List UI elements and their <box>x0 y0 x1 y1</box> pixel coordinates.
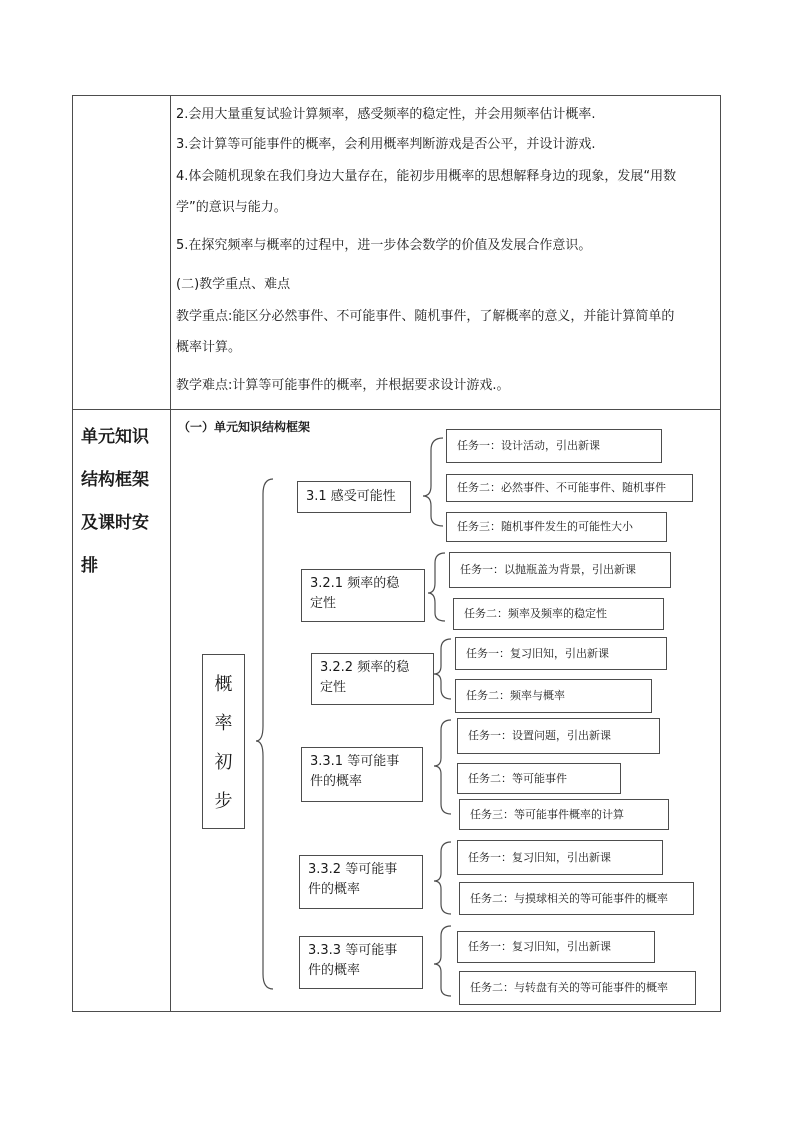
lesson-plan-table <box>72 95 721 1012</box>
lesson-title: 定性 <box>310 596 337 611</box>
objective-4-line2: 学”的意识与能力。 <box>176 200 287 215</box>
task-box: 任务一：复习旧知，引出新课 <box>457 840 663 875</box>
task-box: 任务一：设计活动，引出新课 <box>446 429 662 463</box>
lesson-title: 3.2.1 频率的稳 <box>310 576 400 591</box>
lesson-title: 3.3.3 等可能事 <box>308 943 398 958</box>
task-box: 任务一：以抛瓶盖为背景，引出新课 <box>449 552 671 588</box>
objective-4-line1: 4.体会随机现象在我们身边大量存在，能初步用概率的思想解释身边的现象，发展“用数 <box>176 169 677 184</box>
title-line: 及课时安 <box>81 513 149 533</box>
task-box: 任务一：设置问题，引出新课 <box>457 718 660 754</box>
root-char: 概 <box>214 673 233 695</box>
title-line: 结构框架 <box>81 470 149 490</box>
root-topic-box <box>202 654 245 829</box>
teaching-difficulty: 教学难点:计算等可能事件的概率，并根据要求设计游戏.。 <box>176 378 510 393</box>
task-box: 任务二：等可能事件 <box>457 763 621 794</box>
lesson-title: 3.3.2 等可能事 <box>308 862 398 877</box>
task-box: 任务三：等可能事件概率的计算 <box>459 799 669 830</box>
lesson-title: 3.1 感受可能性 <box>306 489 396 504</box>
teaching-focus-line2: 概率计算。 <box>176 340 242 355</box>
objective-5: 5.在探究频率与概率的过程中，进一步体会数学的价值及发展合作意识。 <box>176 238 592 253</box>
task-box: 任务一：复习旧知，引出新课 <box>455 637 667 670</box>
lesson-3-3-2-box <box>299 855 423 909</box>
objective-2: 2.会用大量重复试验计算频率，感受频率的稳定性，并会用频率估计概率. <box>176 107 596 122</box>
key-points-heading: (二)教学重点、难点 <box>176 277 291 292</box>
lesson-title: 3.3.1 等可能事 <box>310 754 400 769</box>
teaching-focus-line1: 教学重点:能区分必然事件、不可能事件、随机事件，了解概率的意义，并能计算简单的 <box>176 309 675 324</box>
lesson-title: 件的概率 <box>308 882 361 897</box>
lesson-title: 3.2.2 频率的稳 <box>320 660 410 675</box>
task-box: 任务二：频率与概率 <box>455 679 652 713</box>
lesson-title: 定性 <box>320 680 347 695</box>
task-box: 任务一：复习旧知，引出新课 <box>457 931 655 963</box>
framework-heading: （一）单元知识结构框架 <box>178 420 311 434</box>
lesson-3-2-2-box <box>311 653 434 705</box>
title-line: 单元知识 <box>81 427 149 447</box>
title-line: 排 <box>81 556 98 576</box>
objective-3: 3.会计算等可能事件的概率，会利用概率判断游戏是否公平，并设计游戏. <box>176 137 596 152</box>
root-char: 步 <box>214 791 233 813</box>
root-char: 率 <box>214 712 233 734</box>
task-box: 任务二：频率及频率的稳定性 <box>453 598 664 630</box>
task-box: 任务二：必然事件、不可能事件、随机事件 <box>446 474 693 502</box>
lesson-3-3-3-box <box>299 936 423 989</box>
lesson-title: 件的概率 <box>310 774 363 789</box>
task-box: 任务三：随机事件发生的可能性大小 <box>446 512 667 542</box>
lesson-3-1-box <box>297 481 411 513</box>
task-box: 任务二：与摸球相关的等可能事件的概率 <box>459 882 694 915</box>
root-char: 初 <box>214 752 233 774</box>
lesson-3-3-1-box <box>301 747 423 802</box>
task-box: 任务二：与转盘有关的等可能事件的概率 <box>459 971 696 1005</box>
lesson-3-2-1-box <box>301 569 425 622</box>
lesson-title: 件的概率 <box>308 963 361 978</box>
